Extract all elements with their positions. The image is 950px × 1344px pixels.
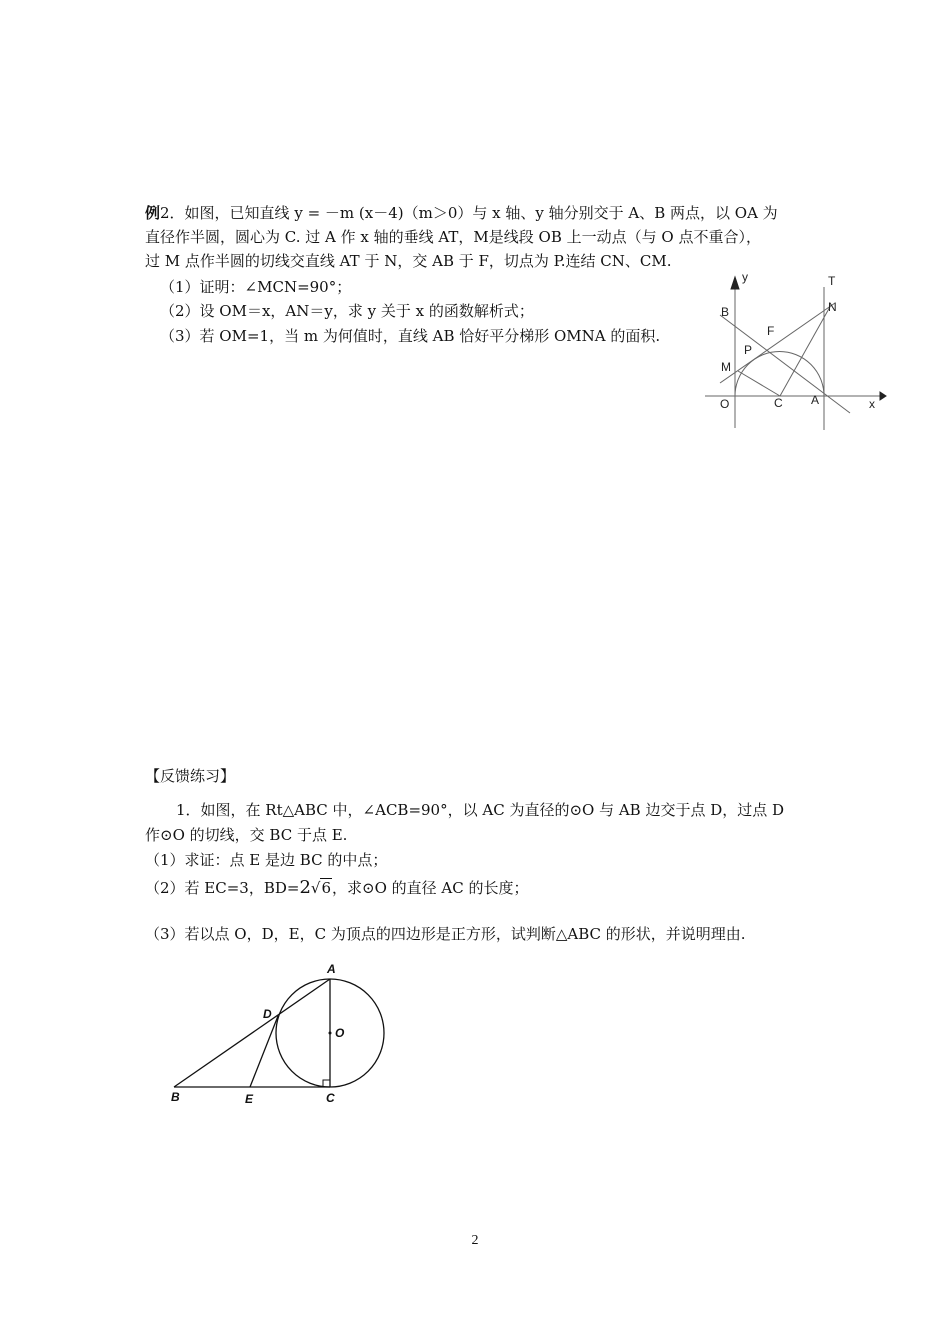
center-dot: [329, 1032, 332, 1035]
feedback-line-2: 作⊙O 的切线，交 BC 于点 E.: [145, 826, 348, 844]
example2-line-3: 过 M 点作半圆的切线交直线 AT 于 N，交 AB 于 F，切点为 P.连结 CN、CM.: [145, 252, 672, 270]
label-A: A: [811, 393, 820, 407]
segment-DE: [250, 1016, 278, 1087]
segment-AB: [174, 979, 330, 1087]
feedback-heading: 【反馈练习】: [145, 767, 236, 785]
label-y: y: [742, 270, 748, 284]
example2-figure: [700, 265, 890, 435]
example2-line-2: 直径作半圆，圆心为 C. 过 A 作 x 轴的垂线 AT，M是线段 OB 上一动点（与 O 点不重合），: [145, 228, 761, 246]
page-number: 2: [471, 1233, 479, 1248]
example2-line-1: 例2．如图，已知直线 y = －m (x－4)（m＞0）与 x 轴、y 轴分别交于 A、B 两点，以 OA 为: [145, 204, 778, 222]
label-x: x: [869, 397, 875, 411]
label-B: B: [721, 305, 730, 319]
label-N: N: [828, 300, 837, 314]
feedback-question-1: （1）求证：点 E 是边 BC 的中点；: [145, 851, 388, 869]
line-MN: [720, 303, 835, 383]
label-C: C: [774, 396, 783, 410]
label-O2: O: [335, 1026, 345, 1040]
label-C2: C: [326, 1091, 335, 1105]
label-A2: A: [327, 962, 336, 976]
feedback-line-1: 1．如图，在 Rt△ABC 中，∠ACB=90°，以 AC 为直径的⊙O 与 AB 边交于点 D，过点 D: [176, 801, 785, 819]
example2-heading: 例: [145, 204, 161, 222]
example2-question-3: （3）若 OM=1，当 m 为何值时，直线 AB 恰好平分梯形 OMNA 的面积.: [160, 327, 661, 345]
label-D2: D: [263, 1007, 272, 1021]
feedback-question-3: （3）若以点 O，D，E，C 为顶点的四边形是正方形，试判断△ABC 的形状，并说明理由.: [145, 925, 746, 943]
y-axis-arrow: [731, 277, 739, 289]
example2-question-2: （2）设 OM＝x，AN＝y，求 y 关于 x 的函数解析式；: [160, 302, 534, 320]
label-E2: E: [245, 1092, 254, 1106]
feedback-question-2: （2）若 EC=3，BD=2√6，求⊙O 的直径 AC 的长度；: [145, 877, 529, 898]
semicircle: [735, 352, 824, 397]
sqrt-expression: √6: [310, 879, 332, 897]
x-axis-arrow: [880, 392, 886, 400]
line-CM: [738, 371, 780, 396]
label-F: F: [767, 324, 775, 338]
label-B2: B: [171, 1090, 180, 1104]
label-O: O: [720, 397, 730, 411]
label-M: M: [721, 360, 731, 374]
line-CN: [780, 305, 831, 396]
example2-question-1: （1）证明：∠MCN=90°；: [160, 278, 352, 296]
label-T: T: [828, 274, 836, 288]
feedback-figure: [160, 955, 400, 1115]
right-angle-mark: [323, 1080, 330, 1087]
label-P: P: [744, 343, 753, 357]
line-AB: [720, 315, 850, 413]
